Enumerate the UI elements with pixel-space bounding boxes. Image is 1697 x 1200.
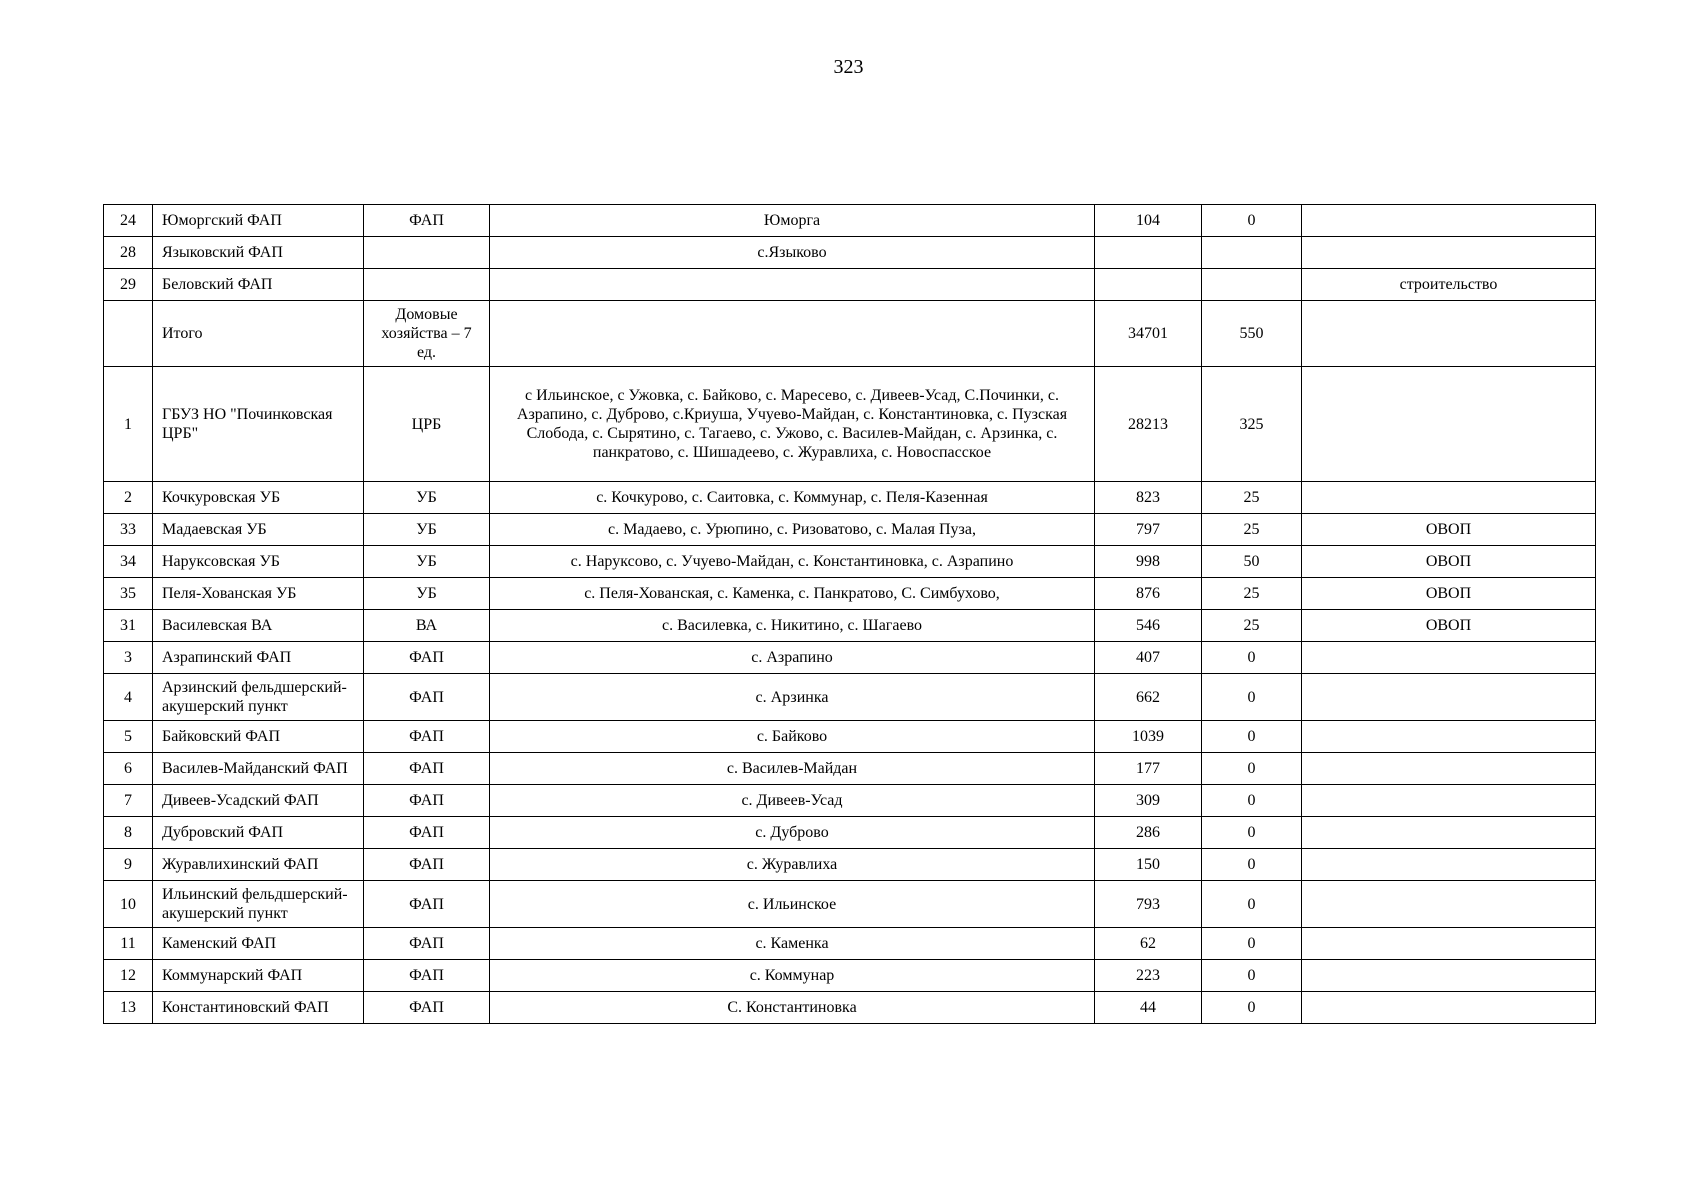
beds-count-cell: 25 (1202, 578, 1302, 610)
table-row (104, 992, 1596, 1024)
note-cell (1302, 849, 1596, 881)
beds-count-cell (1202, 269, 1302, 301)
population-cell: 62 (1095, 928, 1202, 960)
population-cell (1095, 237, 1202, 269)
beds-count-cell: 50 (1202, 546, 1302, 578)
facility-name-cell: Языковский ФАП (153, 237, 364, 269)
row-number-cell: 29 (104, 269, 153, 301)
facility-type-cell: ФАП (364, 785, 490, 817)
row-number-cell: 8 (104, 817, 153, 849)
note-cell: ОВОП (1302, 546, 1596, 578)
note-cell: ОВОП (1302, 578, 1596, 610)
service-area-cell: с. Наруксово, с. Учуево-Майдан, с. Константиновка, с. Азрапино (490, 546, 1095, 578)
population-cell: 44 (1095, 992, 1202, 1024)
service-area-cell: с.Языково (490, 237, 1095, 269)
beds-count-cell: 25 (1202, 482, 1302, 514)
table-row (104, 753, 1596, 785)
beds-count-cell: 25 (1202, 610, 1302, 642)
service-area-cell: С. Константиновка (490, 992, 1095, 1024)
facility-name-cell: Беловский ФАП (153, 269, 364, 301)
note-cell (1302, 721, 1596, 753)
row-number-cell: 6 (104, 753, 153, 785)
population-cell: 309 (1095, 785, 1202, 817)
facility-name-cell: Пеля-Хованская УБ (153, 578, 364, 610)
table-row (104, 301, 1596, 367)
facility-type-cell: ФАП (364, 817, 490, 849)
population-cell: 876 (1095, 578, 1202, 610)
population-cell: 104 (1095, 205, 1202, 237)
facility-name-cell: Азрапинский ФАП (153, 642, 364, 674)
row-number-cell: 11 (104, 928, 153, 960)
row-number-cell: 34 (104, 546, 153, 578)
facility-name-cell: Каменский ФАП (153, 928, 364, 960)
table-row (104, 482, 1596, 514)
service-area-cell: с. Ильинское (490, 881, 1095, 928)
beds-count-cell: 0 (1202, 642, 1302, 674)
facility-type-cell: ЦРБ (364, 367, 490, 482)
table-row (104, 367, 1596, 482)
note-cell (1302, 881, 1596, 928)
facility-type-cell: ФАП (364, 928, 490, 960)
facilities-table (103, 204, 1596, 1024)
facility-type-cell: УБ (364, 482, 490, 514)
table-row (104, 578, 1596, 610)
beds-count-cell: 25 (1202, 514, 1302, 546)
service-area-cell: с. Коммунар (490, 960, 1095, 992)
population-cell: 662 (1095, 674, 1202, 721)
table-row (104, 849, 1596, 881)
beds-count-cell (1202, 237, 1302, 269)
population-cell: 407 (1095, 642, 1202, 674)
note-cell (1302, 928, 1596, 960)
population-cell: 28213 (1095, 367, 1202, 482)
service-area-cell: с. Журавлиха (490, 849, 1095, 881)
beds-count-cell: 325 (1202, 367, 1302, 482)
population-cell: 823 (1095, 482, 1202, 514)
note-cell (1302, 674, 1596, 721)
row-number-cell: 10 (104, 881, 153, 928)
note-cell (1302, 642, 1596, 674)
facility-name-cell: Дивеев-Усадский ФАП (153, 785, 364, 817)
note-cell (1302, 992, 1596, 1024)
facility-type-cell: ФАП (364, 992, 490, 1024)
population-cell: 546 (1095, 610, 1202, 642)
table-row (104, 546, 1596, 578)
facility-type-cell: Домовые хозяйства – 7 ед. (364, 301, 490, 367)
service-area-cell: с. Каменка (490, 928, 1095, 960)
population-cell: 177 (1095, 753, 1202, 785)
facility-type-cell (364, 269, 490, 301)
table-row (104, 237, 1596, 269)
row-number-cell: 28 (104, 237, 153, 269)
note-cell (1302, 367, 1596, 482)
facility-name-cell: Дубровский ФАП (153, 817, 364, 849)
beds-count-cell: 0 (1202, 928, 1302, 960)
beds-count-cell: 0 (1202, 721, 1302, 753)
service-area-cell: с. Василевка, с. Никитино, с. Шагаево (490, 610, 1095, 642)
service-area-cell: с. Байково (490, 721, 1095, 753)
facility-type-cell: УБ (364, 514, 490, 546)
note-cell (1302, 960, 1596, 992)
note-cell: строительство (1302, 269, 1596, 301)
table-row (104, 642, 1596, 674)
note-cell (1302, 482, 1596, 514)
row-number-cell: 9 (104, 849, 153, 881)
note-cell (1302, 785, 1596, 817)
row-number-cell: 4 (104, 674, 153, 721)
population-cell: 34701 (1095, 301, 1202, 367)
facility-type-cell (364, 237, 490, 269)
row-number-cell: 1 (104, 367, 153, 482)
facility-name-cell: Итого (153, 301, 364, 367)
facility-type-cell: ФАП (364, 849, 490, 881)
facility-name-cell: ГБУЗ НО "Починковская ЦРБ" (153, 367, 364, 482)
service-area-cell: с. Азрапино (490, 642, 1095, 674)
beds-count-cell: 0 (1202, 753, 1302, 785)
facility-type-cell: УБ (364, 546, 490, 578)
facility-name-cell: Константиновский ФАП (153, 992, 364, 1024)
facility-type-cell: ФАП (364, 642, 490, 674)
population-cell: 150 (1095, 849, 1202, 881)
service-area-cell (490, 269, 1095, 301)
service-area-cell: с. Арзинка (490, 674, 1095, 721)
facility-type-cell: УБ (364, 578, 490, 610)
population-cell: 286 (1095, 817, 1202, 849)
facility-type-cell: ФАП (364, 881, 490, 928)
table-row (104, 514, 1596, 546)
facility-type-cell: ФАП (364, 205, 490, 237)
beds-count-cell: 0 (1202, 205, 1302, 237)
table-row (104, 721, 1596, 753)
facility-name-cell: Журавлихинский ФАП (153, 849, 364, 881)
beds-count-cell: 0 (1202, 674, 1302, 721)
row-number-cell: 33 (104, 514, 153, 546)
beds-count-cell: 0 (1202, 881, 1302, 928)
table-row (104, 817, 1596, 849)
facility-name-cell: Ильинский фельдшерский-акушерский пункт (153, 881, 364, 928)
facility-type-cell: ФАП (364, 753, 490, 785)
beds-count-cell: 0 (1202, 960, 1302, 992)
service-area-cell (490, 301, 1095, 367)
row-number-cell: 13 (104, 992, 153, 1024)
facility-name-cell: Кочкуровская УБ (153, 482, 364, 514)
table-row (104, 960, 1596, 992)
facility-name-cell: Мадаевская УБ (153, 514, 364, 546)
note-cell: ОВОП (1302, 610, 1596, 642)
facility-name-cell: Байковский ФАП (153, 721, 364, 753)
service-area-cell: с. Дивеев-Усад (490, 785, 1095, 817)
note-cell (1302, 753, 1596, 785)
service-area-cell: с. Василев-Майдан (490, 753, 1095, 785)
table-row (104, 928, 1596, 960)
row-number-cell: 12 (104, 960, 153, 992)
service-area-cell: с. Дуброво (490, 817, 1095, 849)
table-row (104, 205, 1596, 237)
row-number-cell: 5 (104, 721, 153, 753)
note-cell (1302, 817, 1596, 849)
population-cell: 1039 (1095, 721, 1202, 753)
table-row (104, 881, 1596, 928)
beds-count-cell: 0 (1202, 992, 1302, 1024)
facility-type-cell: ФАП (364, 674, 490, 721)
population-cell: 793 (1095, 881, 1202, 928)
service-area-cell: с. Пеля-Хованская, с. Каменка, с. Панкратово, С. Симбухово, (490, 578, 1095, 610)
facility-name-cell: Арзинский фельдшерский-акушерский пункт (153, 674, 364, 721)
facility-name-cell: Василев-Майданский ФАП (153, 753, 364, 785)
beds-count-cell: 0 (1202, 817, 1302, 849)
table-body (104, 205, 1596, 1024)
service-area-cell: с Ильинское, с Ужовка, с. Байково, с. Маресево, с. Дивеев-Усад, С.Починки, с. Азрапино, с. Дуброво, с.Криуша, Учуево-Майдан, с. Константиновка, с. Пузская Слобода, с. Сырятино, с. Тагаево, с. Ужово, с. Василев-Майдан, с. Арзинка, с. панкратово, с. Шишадеево, с. Журавлиха, с. Новоспасское (490, 367, 1095, 482)
facility-type-cell: ФАП (364, 721, 490, 753)
population-cell: 223 (1095, 960, 1202, 992)
row-number-cell: 31 (104, 610, 153, 642)
row-number-cell (104, 301, 153, 367)
facility-name-cell: Василевская ВА (153, 610, 364, 642)
table-row (104, 610, 1596, 642)
service-area-cell: с. Мадаево, с. Урюпино, с. Ризоватово, с. Малая Пуза, (490, 514, 1095, 546)
population-cell (1095, 269, 1202, 301)
population-cell: 797 (1095, 514, 1202, 546)
beds-count-cell: 0 (1202, 849, 1302, 881)
population-cell: 998 (1095, 546, 1202, 578)
service-area-cell: Юморга (490, 205, 1095, 237)
table-row (104, 785, 1596, 817)
facility-type-cell: ФАП (364, 960, 490, 992)
facility-name-cell: Коммунарский ФАП (153, 960, 364, 992)
facility-name-cell: Наруксовская УБ (153, 546, 364, 578)
note-cell (1302, 237, 1596, 269)
table-row (104, 269, 1596, 301)
note-cell (1302, 205, 1596, 237)
table-row (104, 674, 1596, 721)
row-number-cell: 7 (104, 785, 153, 817)
beds-count-cell: 0 (1202, 785, 1302, 817)
row-number-cell: 35 (104, 578, 153, 610)
note-cell: ОВОП (1302, 514, 1596, 546)
facility-type-cell: ВА (364, 610, 490, 642)
row-number-cell: 24 (104, 205, 153, 237)
facility-name-cell: Юморгский ФАП (153, 205, 364, 237)
page-number: 323 (833, 56, 864, 78)
row-number-cell: 2 (104, 482, 153, 514)
note-cell (1302, 301, 1596, 367)
beds-count-cell: 550 (1202, 301, 1302, 367)
service-area-cell: с. Кочкурово, с. Саитовка, с. Коммунар, с. Пеля-Казенная (490, 482, 1095, 514)
row-number-cell: 3 (104, 642, 153, 674)
